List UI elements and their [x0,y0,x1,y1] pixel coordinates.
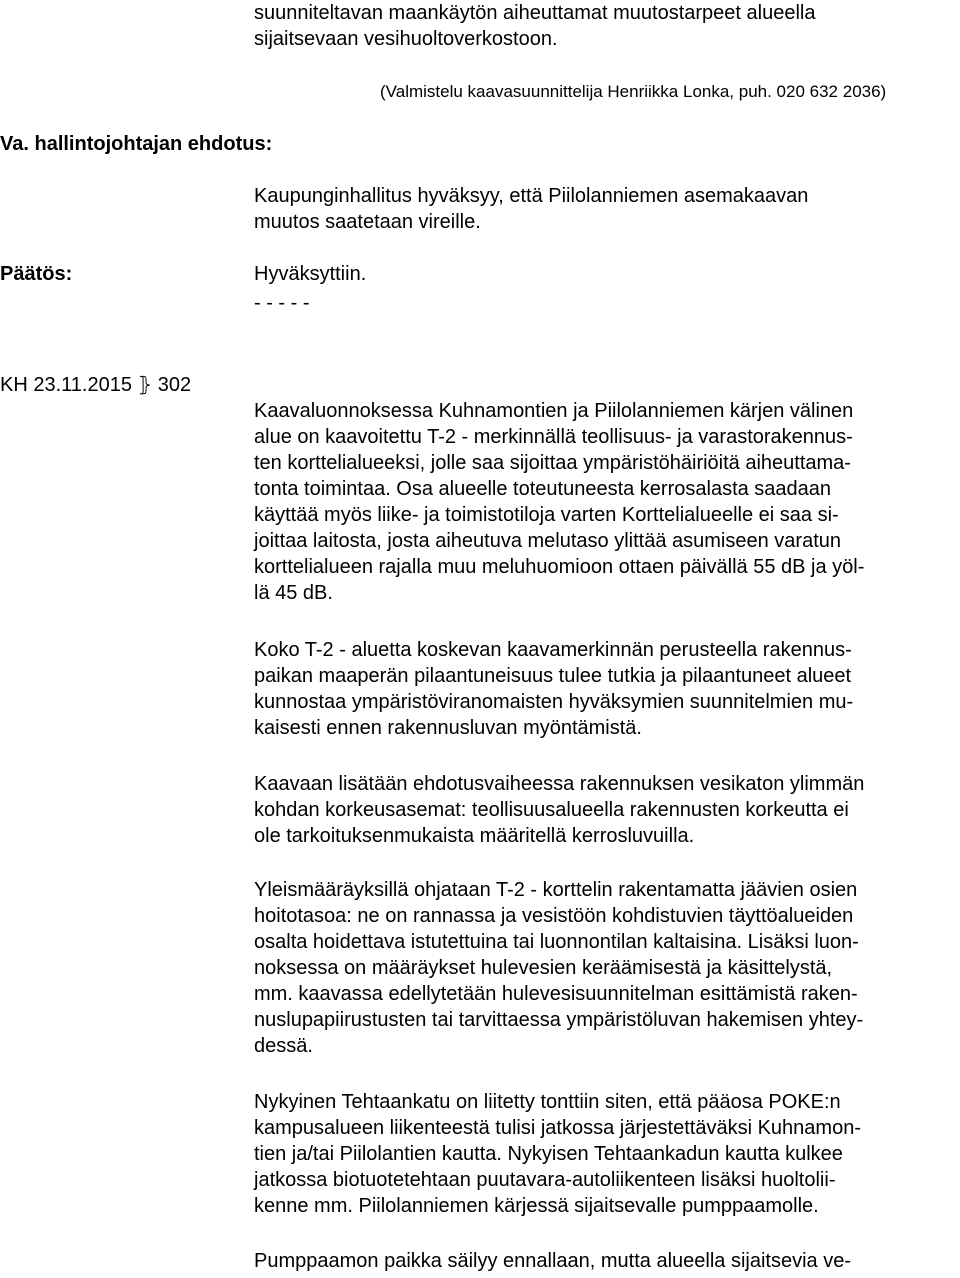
paragraph-line: ole tarkoituksenmukaista määritellä kerrosluvuilla. [254,825,695,847]
paragraph-line: nuslupapiirustusten tai tarvittaessa ympäristöluvan hakemisen yhtey- [254,1009,864,1031]
proposal-line: muutos saatetaan vireille. [254,211,481,233]
paragraph-line: kenne mm. Piilolanniemen kärjessä sijaitsevalle pumppaamolle. [254,1195,819,1217]
paragraph-line: kaisesti ennen rakennusluvan myöntämistä. [254,717,642,739]
section-arrow-icon: ⦄ [137,372,153,396]
paragraph-line: Kaavaluonnoksessa Kuhnamontien ja Piilolanniemen kärjen välinen [254,400,854,422]
preparer-note: (Valmistelu kaavasuunnittelija Henriikka Lonka, puh. 020 632 2036) [380,82,887,101]
proposal-line: Kaupunginhallitus hyväksyy, että Piilolanniemen asemakaavan [254,185,809,207]
paragraph-line: jatkossa biotuotetehtaan puutavara-autoliikenteen lisäksi huoltolii- [254,1169,836,1191]
paragraph-line: hoitotasoa: ne on rannassa ja vesistöön kohdistuvien täyttöalueiden [254,905,854,927]
paragraph-line: noksessa on määräykset hulevesien keräämisestä ja käsittelystä, [254,957,833,979]
intro-line: suunniteltavan maankäytön aiheuttamat muutostarpeet alueella [254,2,816,24]
paragraph-line: tien ja/tai Piilolantien kautta. Nykyisen Tehtaankadun kautta kulkee [254,1143,843,1165]
paragraph-line: ten korttelialueeksi, jolle saa sijoittaa ympäristöhäiriöitä aiheuttama- [254,452,851,474]
section-number: 302 [157,374,192,396]
paragraph-line: alue on kaavoitettu T-2 - merkinnällä teollisuus- ja varastorakennus- [254,426,853,448]
separator: - - - - - [254,292,310,314]
section-header [0,371,191,398]
paragraph-line: paikan maaperän pilaantuneisuus tulee tutkia ja pilaantuneet alueet [254,665,852,687]
meeting-date: KH 23.11.2015 [0,374,132,396]
paragraph-line: kohdan korkeusasemat: teollisuusalueella rakennusten korkeutta ei [254,799,849,821]
paragraph-line: joittaa laitosta, josta aiheutuva melutaso ylittää asumiseen varatun [254,530,842,552]
paragraph-line: Koko T-2 - aluetta koskevan kaavamerkinnän perusteella rakennus- [254,639,852,661]
paragraph-line: korttelialueen rajalla muu meluhuomioon ottaen päivällä 55 dB ja yöl- [254,556,865,578]
paragraph-line: Pumppaamon paikka säilyy ennallaan, mutta alueella sijaitsevia ve- [254,1250,851,1272]
paragraph-line: kampusalueen liikenteestä tulisi jatkossa järjestettäväksi Kuhnamon- [254,1117,861,1139]
paragraph-line: käyttää myös liike- ja toimistotiloja varten Korttelialueelle ei saa si- [254,504,839,526]
proposal-label: Va. hallintojohtajan ehdotus: [0,133,273,155]
decision-text: Hyväksyttiin. [254,263,367,285]
intro-line: sijaitsevaan vesihuoltoverkostoon. [254,28,558,50]
paragraph-line: kunnostaa ympäristöviranomaisten hyväksymien suunnitelmien mu- [254,691,854,713]
paragraph-line: mm. kaavassa edellytetään hulevesisuunnitelman esittämistä raken- [254,983,858,1005]
paragraph-line: osalta hoidettava istutettuina tai luonnontilan kaltaisina. Lisäksi luon- [254,931,859,953]
paragraph-line: Nykyinen Tehtaankatu on liitetty tonttiin siten, että pääosa POKE:n [254,1091,841,1113]
paragraph-line: dessä. [254,1035,313,1057]
paragraph-line: Yleismääräyksillä ohjataan T-2 - korttelin rakentamatta jäävien osien [254,879,858,901]
paragraph-line: tonta toimintaa. Osa alueelle toteutuneesta kerrosalasta saadaan [254,478,832,500]
decision-label: Päätös: [0,263,73,285]
paragraph-line: lä 45 dB. [254,582,333,604]
paragraph-line: Kaavaan lisätään ehdotusvaiheessa rakennuksen vesikaton ylimmän [254,773,865,795]
